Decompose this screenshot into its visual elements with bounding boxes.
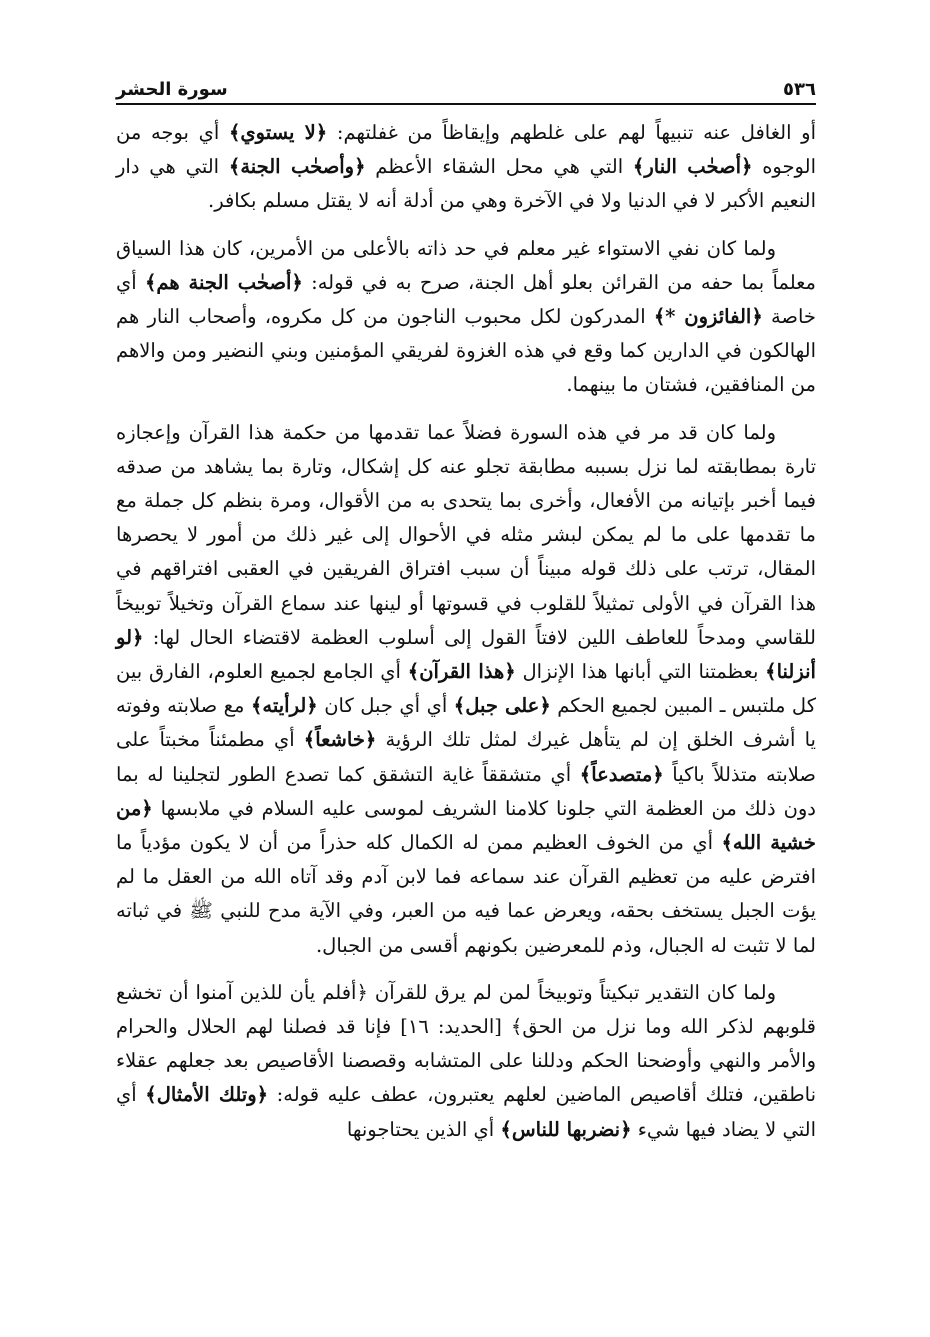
commentary-text: أي متشققاً غاية التشقق كما تصدع الطور لتجلينا له بما دون ذلك من العظمة التي جلونا كلامنا الشريف لموسى عليه السلام في ملابسها — [116, 762, 816, 820]
quran-quote: ﴿أصحٰب النار﴾ — [632, 155, 753, 179]
commentary-text: أي الجامع لجميع العلوم، الفارق بين كل ملتبس ـ المبين لجميع الحكم — [116, 660, 816, 718]
commentary-text: التي هي محل الشقاء الأعظم — [365, 155, 633, 179]
commentary-text: ولما كان قد مر في هذه السورة فضلاً عما تقدمها من حكمة هذا القرآن وإعجازه تارة بمطابقته لما نزل بسببه مطابقة تجلو عنه كل إشكال، وتارة بما يشاهد من صدقه فيما أخبر بإتيانه من الأفعال، وأخرى بما يتحدى به من الأقوال، ومرة بنظم كل جملة مع ما تقدمها على ما لم يمكن لبشر مثله في الأحوال إلى غير ذلك من أمور لا يحصرها المقال، ترتب على ذلك قوله مبيناً أن سبب افتراق الفريقين في العقبى افتراقهم في هذا القرآن في الأولى تمثيلاً للقلوب في قسوتها أو لينها عند سماع القرآن وتخيلاً توبيخاً للقاسي ومدحاً للعاطف اللين لافتاً القول إلى أسلوب العظمة لاقتضاء الحال لها: — [116, 420, 816, 649]
quran-quote: ﴿على جبل﴾ — [453, 694, 551, 718]
quran-quote: ﴿خاشعاً﴾ — [303, 728, 377, 752]
quran-quote: ﴿لو أنزلنا﴾ — [116, 625, 816, 684]
paragraph — [116, 976, 816, 1147]
commentary-text: التي هي دار النعيم الأكبر لا في الدنيا ولا في الآخرة وهي من أدلة أنه لا يقتل مسلم بكافر. — [116, 155, 816, 213]
quran-quote: ﴿من خشية الله﴾ — [116, 796, 816, 855]
commentary-text: أي من الخوف العظيم ممن له الكمال كله حذراً من أن لا يكون مؤدياً ما افترض عليه من تعظيم القرآن عند سماعه فما لابن آدم وقد آتاه الله من العقل ما لم يؤت الجبل يستخف بحقه، ويعرض عما فيه من العبر، وفي الآية مدح للنبي ﷺ في ثباته لما لا تثبت له الجبال، وذم للمعرضين بكونهم أقسى من الجبال. — [116, 831, 816, 957]
paragraph — [116, 416, 816, 963]
quran-quote: ﴿وأصحٰب الجنة﴾ — [228, 155, 366, 179]
quran-quote: ﴿هذا القرآن﴾ — [407, 660, 516, 684]
commentary-text: بعظمتنا التي أبانها هذا الإنزال — [515, 660, 766, 684]
commentary-text: أي أي جبل كان — [317, 694, 454, 718]
page-header — [116, 66, 816, 100]
page-number: ٥٣٦ — [783, 79, 816, 100]
commentary-text: أي خاصة — [116, 270, 816, 329]
header-rule — [116, 103, 816, 105]
commentary-text: ولما كان التقدير تبكيتاً وتوبيخاً لمن لم يرق للقرآن ﴿أفلم يأن للذين آمنوا أن تخشع قلوبهم لذكر الله وما نزل من الحق﴾ [الحديد: ١٦] فإنا قد فصلنا لهم الحلال والحرام والأمر والنهي وأوضحنا الحكم ودللنا على المتشابه وقصصنا الأقاصيص بعد جعلهم عقلاء ناطقين، فتلك أقاصيص الماضين لعلهم يعتبرون، عطف عليه قوله: — [116, 980, 816, 1107]
surah-title: سورة الحشر — [116, 79, 228, 100]
quran-quote: ﴿الفائزون *﴾ — [653, 305, 763, 329]
commentary-text: أو الغافل عنه تنبيهاً لهم على غلطهم وإيقاظاً من غفلتهم: — [327, 121, 816, 144]
quran-quote: ﴿متصدعاً﴾ — [579, 762, 664, 786]
commentary-text: المدركون لكل محبوب الناجون من كل مكروه، وأصحاب النار هم الهالكون في الدارين كما وقع في هذه الغزوة لفريقي المؤمنين وبني النضير ومن والاهم من المنافقين، فشتان ما بينهما. — [116, 305, 816, 397]
commentary-text: أي مطمئناً مخبتاً على صلابته متذللاً باكياً — [116, 728, 816, 786]
quran-quote: ﴿أصحٰب الجنة هم﴾ — [144, 270, 303, 294]
body-text — [116, 116, 816, 1160]
paragraph — [116, 116, 816, 219]
quran-quote: ﴿لرأيته﴾ — [250, 694, 318, 718]
quran-quote: ﴿وتلك الأمثال﴾ — [145, 1083, 269, 1107]
commentary-text: أي بوجه من الوجوه — [116, 121, 816, 179]
commentary-text: مع صلابته وفوته يا أشرف الخلق إن لم يتأهل غيرك لمثل تلك الرؤية — [116, 694, 816, 752]
commentary-text: ولما كان نفي الاستواء غير معلم في حد ذاته بالأعلى من الأمرين، كان هذا السياق معلماً بما حفه من القرائن بعلو أهل الجنة، صرح به في قوله: — [116, 236, 816, 294]
commentary-text: أي التي لا يضاد فيها شيء — [116, 1083, 816, 1141]
paragraph — [116, 232, 816, 403]
commentary-text: أي الذين يحتاجونها — [346, 1117, 501, 1141]
quran-quote: ﴿نضربها للناس﴾ — [500, 1117, 632, 1141]
quran-quote: ﴿لا يستوي﴾ — [228, 121, 328, 144]
